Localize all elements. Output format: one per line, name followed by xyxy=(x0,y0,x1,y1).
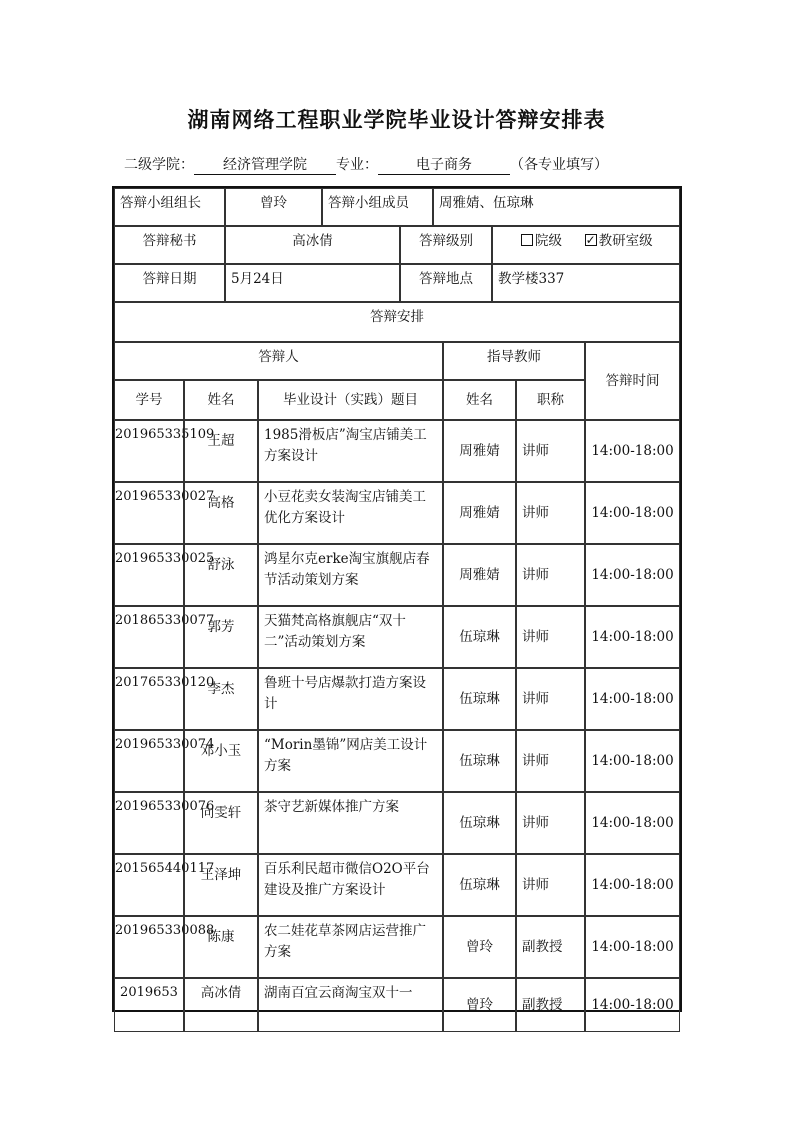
level-option1-label: 院级 xyxy=(535,233,562,249)
major-note: （各专业填写） xyxy=(510,157,608,173)
student-name: 李杰 xyxy=(184,668,258,730)
members-label: 答辩小组成员 xyxy=(322,188,433,226)
advisor-title: 讲师 xyxy=(516,544,585,606)
student-name: 郭芳 xyxy=(184,606,258,668)
topic: 农二娃花草茶网店运营推广方案 xyxy=(258,916,443,978)
student-id: 201965335109 xyxy=(114,420,184,482)
advisor-name: 曾玲 xyxy=(443,916,516,978)
level-college-checkbox xyxy=(521,234,533,246)
defense-time: 14:00-18:00 xyxy=(585,792,680,854)
advisor-title: 讲师 xyxy=(516,668,585,730)
advisor-name: 伍琼琳 xyxy=(443,730,516,792)
topic: “Morin墨锦”网店美工设计方案 xyxy=(258,730,443,792)
topic: 小豆花卖女装淘宝店铺美工优化方案设计 xyxy=(258,482,443,544)
student-id: 201965330027 xyxy=(114,482,184,544)
major-value: 电子商务 xyxy=(378,157,510,175)
defender-header: 答辩人 xyxy=(114,342,443,380)
defense-time: 14:00-18:00 xyxy=(585,482,680,544)
date-label: 答辩日期 xyxy=(114,264,225,302)
advisor-title: 副教授 xyxy=(516,978,585,1032)
college-major-line xyxy=(124,154,608,175)
topic: 茶守艺新媒体推广方案 xyxy=(258,792,443,854)
level-department-checkbox xyxy=(585,234,597,246)
place-label: 答辩地点 xyxy=(400,264,492,302)
student-id-header: 学号 xyxy=(114,380,184,420)
defense-time: 14:00-18:00 xyxy=(585,668,680,730)
defense-time: 14:00-18:00 xyxy=(585,854,680,916)
advisor-title: 讲师 xyxy=(516,854,585,916)
defense-time: 14:00-18:00 xyxy=(585,730,680,792)
advisor-name: 曾玲 xyxy=(443,978,516,1032)
defense-schedule-table xyxy=(112,186,682,1012)
advisor-title: 讲师 xyxy=(516,606,585,668)
topic: 鲁班十号店爆款打造方案设计 xyxy=(258,668,443,730)
secretary-value: 高冰倩 xyxy=(225,226,400,264)
student-id: 201565440117 xyxy=(114,854,184,916)
date-value: 5月24日 xyxy=(225,264,400,302)
defense-time: 14:00-18:00 xyxy=(585,606,680,668)
student-name: 向雯轩 xyxy=(184,792,258,854)
advisor-title: 讲师 xyxy=(516,730,585,792)
student-name: 邓小玉 xyxy=(184,730,258,792)
student-id: 201965330074 xyxy=(114,730,184,792)
secretary-label: 答辩秘书 xyxy=(114,226,225,264)
student-name: 陈康 xyxy=(184,916,258,978)
student-name: 舒泳 xyxy=(184,544,258,606)
advisor-title: 讲师 xyxy=(516,482,585,544)
advisor-name-header: 姓名 xyxy=(443,380,516,420)
advisor-title: 讲师 xyxy=(516,792,585,854)
advisor-title-header: 职称 xyxy=(516,380,585,420)
defense-time: 14:00-18:00 xyxy=(585,978,680,1032)
student-name: 王泽坤 xyxy=(184,854,258,916)
defense-time: 14:00-18:00 xyxy=(585,916,680,978)
defense-time: 14:00-18:00 xyxy=(585,544,680,606)
student-id: 201965330088 xyxy=(114,916,184,978)
student-id: 201765330120 xyxy=(114,668,184,730)
advisor-name: 伍琼琳 xyxy=(443,606,516,668)
level-option2-label: 教研室级 xyxy=(598,233,653,249)
advisor-title: 讲师 xyxy=(516,420,585,482)
defense-time: 14:00-18:00 xyxy=(585,420,680,482)
student-name: 高冰倩 xyxy=(184,978,258,1032)
topic: 百乐利民超市微信O2O平台建设及推广方案设计 xyxy=(258,854,443,916)
student-id: 201965330076 xyxy=(114,792,184,854)
student-id: 2019653 xyxy=(114,978,184,1032)
topic-header: 毕业设计（实践）题目 xyxy=(258,380,443,420)
members-value: 周雅婧、伍琼琳 xyxy=(433,188,680,226)
advisor-header: 指导教师 xyxy=(443,342,585,380)
student-id: 201965330025 xyxy=(114,544,184,606)
level-options xyxy=(492,226,680,264)
schedule-header: 答辩安排 xyxy=(114,302,680,342)
major-label: 专业： xyxy=(336,157,378,173)
advisor-name: 周雅婧 xyxy=(443,482,516,544)
level-label: 答辩级别 xyxy=(400,226,492,264)
college-value: 经济管理学院 xyxy=(194,157,336,175)
topic: 鸿星尔克erke淘宝旗舰店春节活动策划方案 xyxy=(258,544,443,606)
college-label: 二级学院： xyxy=(124,157,194,173)
topic: 1985滑板店”淘宝店铺美工方案设计 xyxy=(258,420,443,482)
name-header: 姓名 xyxy=(184,380,258,420)
advisor-title: 副教授 xyxy=(516,916,585,978)
advisor-name: 伍琼琳 xyxy=(443,668,516,730)
advisor-name: 伍琼琳 xyxy=(443,792,516,854)
advisor-name: 周雅婧 xyxy=(443,544,516,606)
topic: 天猫梵高格旗舰店“双十二”活动策划方案 xyxy=(258,606,443,668)
place-value: 教学楼337 xyxy=(492,264,680,302)
leader-value: 曾玲 xyxy=(225,188,322,226)
topic: 湖南百宜云商淘宝双十一 xyxy=(258,978,443,1032)
advisor-name: 周雅婧 xyxy=(443,420,516,482)
time-header: 答辩时间 xyxy=(585,342,680,420)
student-id: 201865330077 xyxy=(114,606,184,668)
page-title: 湖南网络工程职业学院毕业设计答辩安排表 xyxy=(187,107,606,132)
advisor-name: 伍琼琳 xyxy=(443,854,516,916)
student-name: 高格 xyxy=(184,482,258,544)
leader-label: 答辩小组组长 xyxy=(114,188,225,226)
student-name: 王超 xyxy=(184,420,258,482)
